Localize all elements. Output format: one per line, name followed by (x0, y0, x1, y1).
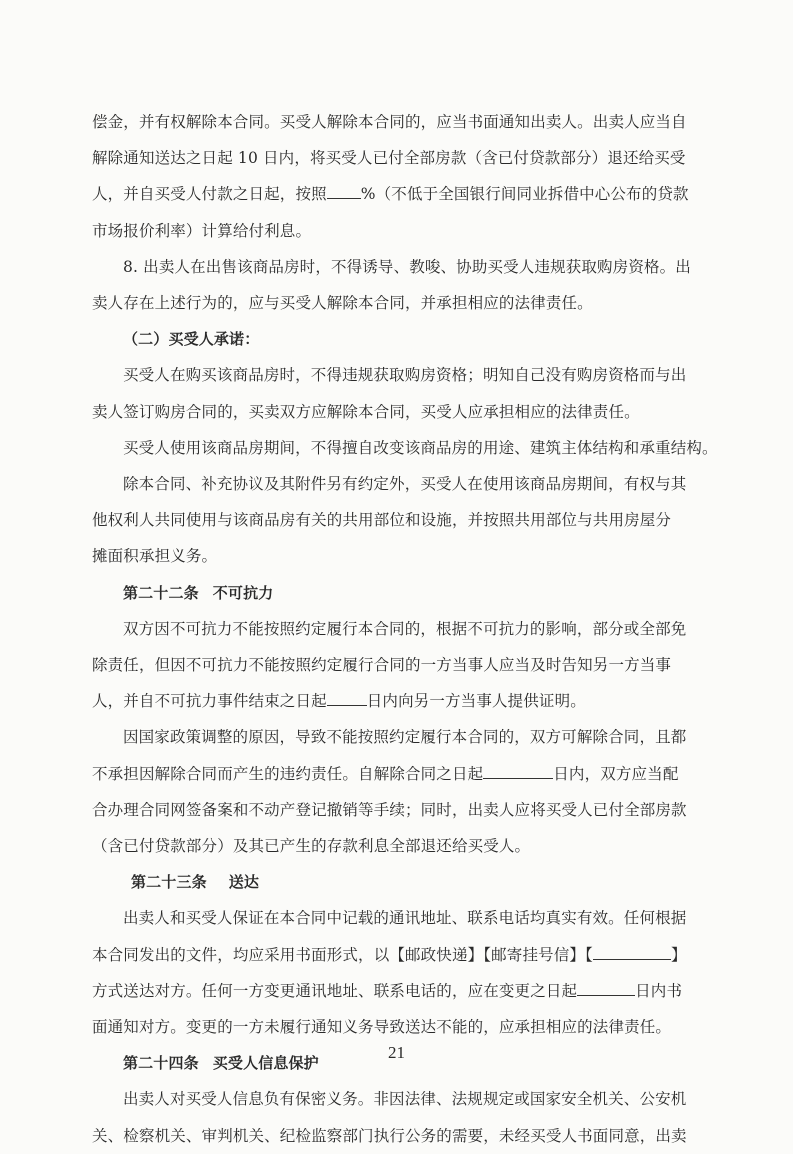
text-line: 卖人签订购房合同的，买卖双方应解除本合同，买受人应承担相应的法律责任。 (92, 402, 640, 421)
contract-page-body (92, 104, 718, 1154)
text-line: 出卖人对买受人信息负有保密义务。非因法律、法规规定或国家安全机关、公安机 (123, 1090, 687, 1109)
text-line (92, 176, 712, 212)
section-heading-buyer-commitment: （二）买受人承诺： (123, 330, 260, 349)
text-line: 8. 出卖人在出售该商品房时，不得诱导、教唆、协助买受人违规获取购房资格。出 (123, 257, 691, 276)
text-fragment: 】 (670, 945, 687, 964)
text-line: 买受人在购买该商品房时，不得违规获取购房资格；明知自己没有购房资格而与出 (123, 366, 687, 385)
article-title: 不可抗力 (212, 583, 274, 602)
text-line (92, 973, 712, 1009)
text-fragment: %（不低于全国银行间同业拆借中心公布的贷款 (360, 185, 689, 204)
text-fragment: 不承担因解除合同而产生的违约责任。自解除合同之日起 (92, 764, 484, 783)
fill-in-blank[interactable] (327, 691, 367, 706)
fill-in-blank[interactable] (593, 945, 671, 960)
text-line: 除本合同、补充协议及其附件另有约定外，买受人在使用该商品房期间，有权与其 (123, 475, 687, 494)
text-line: 解除通知送达之日起 10 日内，将买受人已付全部房款（含已付贷款部分）退还给买受 (92, 149, 686, 168)
article-22-heading (92, 575, 712, 611)
text-line: 双方因不可抗力不能按照约定履行本合同的，根据不可抗力的影响，部分或全部免 (123, 619, 687, 638)
text-fragment: 日内，双方应当配 (553, 764, 679, 783)
article-number: 第二十三条 (131, 873, 207, 892)
text-line: 合办理合同网签备案和不动产登记撤销等手续；同时，出卖人应将买受人已付全部房款 (92, 800, 687, 819)
text-line: 摊面积承担义务。 (92, 547, 218, 566)
article-number: 第二十二条 (123, 583, 199, 602)
text-line (92, 683, 712, 719)
text-fragment: 人，并自不可抗力事件结束之日起 (92, 692, 327, 711)
text-fragment: 日内向另一方当事人提供证明。 (366, 692, 586, 711)
text-fragment: 本合同发出的文件，均应采用书面形式，以【邮政快递】【邮寄挂号信】【 (92, 945, 593, 964)
text-line: 因国家政策调整的原因，导致不能按照约定履行本合同的，双方可解除合同，且都 (123, 728, 687, 747)
fill-in-blank[interactable] (577, 981, 635, 996)
article-title: 买受人信息保护 (212, 1054, 319, 1073)
page-number: 21 (388, 1043, 405, 1062)
fill-in-blank[interactable] (327, 184, 361, 199)
text-fragment: 方式送达对方。任何一方变更通讯地址、联系电话的，应在变更之日起 (92, 981, 578, 1000)
text-line (92, 756, 712, 792)
text-line: 面通知对方。变更的一方未履行通知义务导致送达不能的，应承担相应的法律责任。 (92, 1018, 672, 1037)
article-title: 送达 (228, 873, 260, 892)
text-line: 除责任，但因不可抗力不能按照约定履行合同的一方当事人应当及时告知另一方当事 (92, 656, 672, 675)
text-fragment: 人，并自买受人付款之日起，按照 (92, 185, 327, 204)
text-line: 市场报价利率）计算给付利息。 (92, 221, 312, 240)
text-line: 关、检察机关、审判机关、纪检监察部门执行公务的需要，未经买受人书面同意，出卖 (92, 1126, 687, 1145)
text-line: 卖人存在上述行为的，应与买受人解除本合同，并承担相应的法律责任。 (92, 294, 593, 313)
text-fragment: 日内书 (635, 981, 683, 1000)
article-23-heading (92, 864, 712, 900)
text-line (92, 937, 712, 973)
article-number: 第二十四条 (123, 1054, 199, 1073)
text-line: 他权利人共同使用与该商品房有关的共用部位和设施，并按照共用部位与共用房屋分 (92, 511, 672, 530)
text-line: 出卖人和买受人保证在本合同中记载的通讯地址、联系电话均真实有效。任何根据 (123, 909, 687, 928)
text-line: 买受人使用该商品房期间，不得擅自改变该商品房的用途、建筑主体结构和承重结构。 (123, 438, 718, 457)
text-line: 偿金，并有权解除本合同。买受人解除本合同的，应当书面通知出卖人。出卖人应当自 (92, 113, 687, 131)
text-line: （含已付贷款部分）及其已产生的存款利息全部退还给买受人。 (92, 837, 531, 856)
fill-in-blank[interactable] (483, 764, 553, 779)
